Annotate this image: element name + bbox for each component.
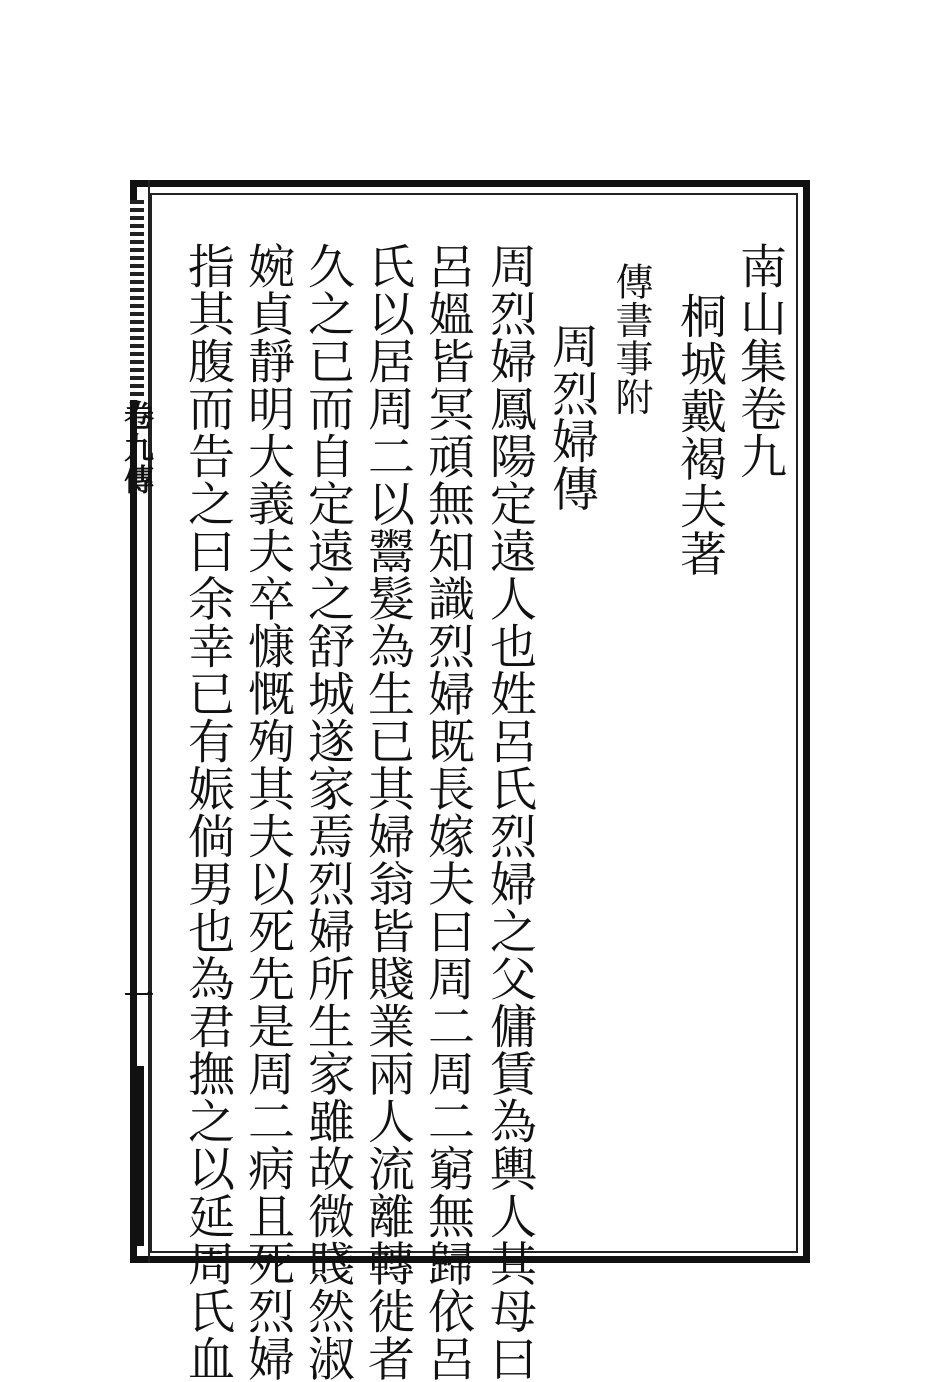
- body-column-2: 呂媼皆冥頑無知識烈婦既長嫁夫曰周二周二窮無歸依呂: [420, 242, 475, 1382]
- fish-tail-ornament: [130, 200, 144, 400]
- body-column-1: 周烈婦鳳陽定遠人也姓呂氏烈婦之父傭賃為輿人其母曰: [482, 242, 537, 1382]
- essay-title: 周烈婦傳: [544, 322, 599, 512]
- lower-black-mouth: [130, 1066, 144, 1246]
- book-title: 南山集卷九: [732, 242, 787, 480]
- body-column-4: 久之已而自定遠之舒城遂家焉烈婦所生家雖故微賤然淑: [300, 242, 355, 1382]
- center-strip-label: 卷九傳: [118, 400, 153, 496]
- genre-line: 傳書事附: [609, 262, 653, 416]
- folio-number: 一: [118, 980, 153, 1010]
- body-column-3: 氏以居周二以鬻髮為生已其婦翁皆賤業兩人流離轉徙者: [360, 242, 415, 1382]
- body-column-5: 婉貞靜明大義夫卒慷慨殉其夫以死先是周二病且死烈婦: [240, 242, 295, 1382]
- body-column-6: 指其腹而告之曰余幸已有娠倘男也為君撫之以延周氏血: [180, 242, 235, 1382]
- author-line: 桐城戴褐夫著: [672, 292, 727, 577]
